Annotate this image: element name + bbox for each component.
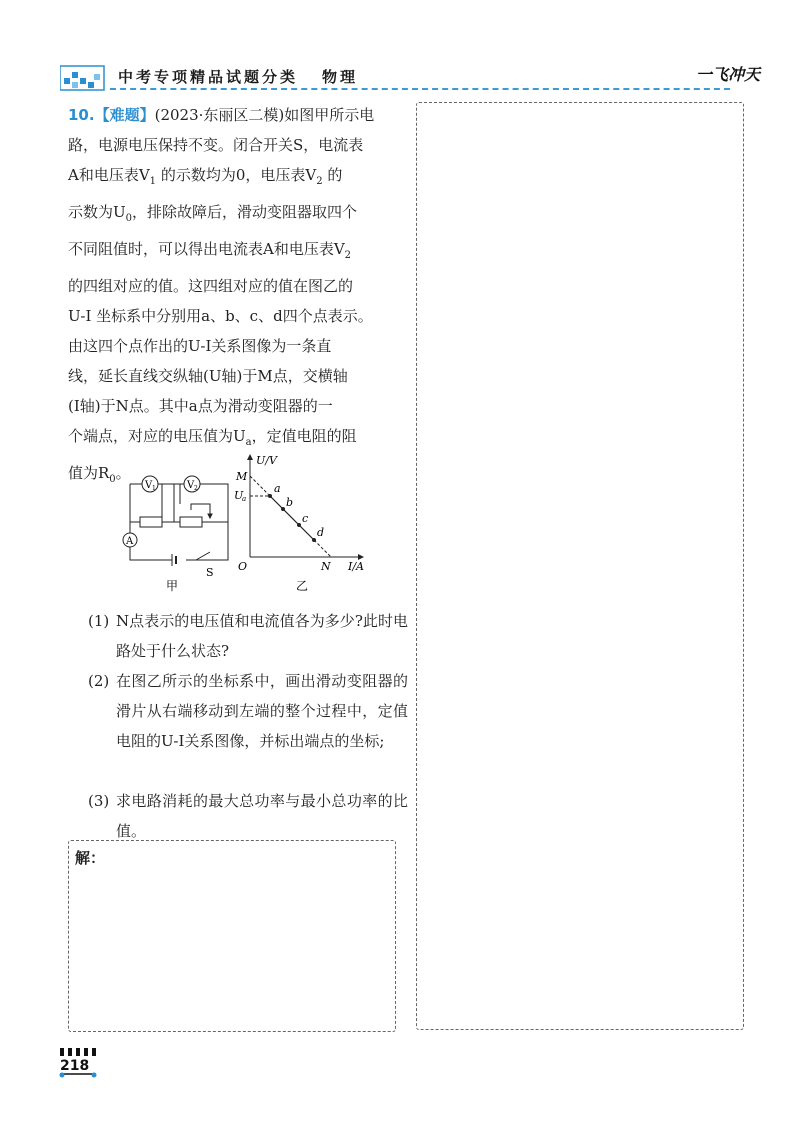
question-line: 由这四个点作出的U-I关系图像为一条直 bbox=[68, 337, 332, 355]
subquestion-1: (1) N点表示的电压值和电流值各为多少?此时电路处于什么状态? bbox=[88, 612, 408, 660]
point-b-label: b bbox=[286, 496, 294, 509]
question-line: 的示数均为0，电压表V bbox=[160, 166, 317, 184]
point-d bbox=[312, 538, 316, 542]
question-line: 值为R bbox=[68, 464, 110, 482]
question-line: ，排除故障后，滑动变阻器取四个 bbox=[132, 203, 358, 221]
question-line: 路，电源电压保持不变。闭合开关S，电流表 bbox=[68, 136, 364, 154]
page-header bbox=[60, 58, 760, 94]
point-c-label: c bbox=[302, 512, 309, 525]
question-figure bbox=[118, 452, 378, 592]
header-brand: 一飞冲天 bbox=[695, 65, 760, 84]
question-line: 如图甲所示电 bbox=[284, 106, 375, 124]
axis-u-label: U/V bbox=[256, 454, 277, 467]
question-line: (I轴)于N点。其中a点为滑动变阻器的一 bbox=[68, 397, 333, 415]
question-line: 的四组对应的值。这四组对应的值在图乙的 bbox=[68, 277, 354, 295]
svg-text:V: V bbox=[145, 480, 153, 491]
question-line: 示数为U bbox=[68, 203, 126, 221]
origin-label: O bbox=[238, 560, 248, 573]
point-a-label: a bbox=[274, 482, 281, 495]
point-m-label: M bbox=[236, 470, 248, 483]
question-line: ，定值电阻的阻 bbox=[251, 427, 357, 445]
switch-label: S bbox=[206, 566, 214, 579]
page-number: 218 bbox=[60, 1058, 90, 1074]
question-line: 个端点，对应的电压值为U bbox=[68, 427, 246, 445]
svg-text:V: V bbox=[187, 480, 195, 491]
point-c bbox=[297, 523, 301, 527]
header-subject: 物理 bbox=[322, 68, 359, 86]
answer-area[interactable] bbox=[68, 840, 396, 1032]
question-tag: 【难题】 bbox=[94, 106, 155, 124]
question-line: A和电压表V bbox=[68, 166, 150, 184]
question-line: 不同阻值时，可以得出电流表A和电压表V bbox=[68, 240, 345, 258]
svg-text:1: 1 bbox=[152, 485, 156, 492]
header-title: 中考专项精品试题分类 bbox=[118, 68, 299, 86]
point-a bbox=[268, 494, 272, 498]
circuit-label: 甲 bbox=[166, 579, 179, 592]
point-b bbox=[281, 507, 285, 511]
axis-i-label: I/A bbox=[348, 560, 364, 573]
question-10: 10.【难题】(2023·东丽区二模)如图甲所示电 路，电源电压保持不变。闭合开关S，电流表 A和电压表$V_1$ 的示数均为0，电压表$V_2$ 的 示数为$U_0$，排除故障后，滑动变阻器取四个 不同阻值时，可以得出电流表A和电压表$V_2$ 的四组对应的值。这四组对应的值在图乙的 U-I 坐标系中分别用a、b、c、d四个点表示。 由这四个点作出的U-I关系图像为一条直 线，延长直线交纵轴(U轴)于M点，交横轴 (I轴)于N点。其中a点为滑动变阻器的一 个端点，对应的电压值为$U_a$，定值电阻的阻 值为$R_0$。 bbox=[68, 106, 375, 485]
ui-graph bbox=[247, 454, 364, 560]
question-number: 10. bbox=[68, 106, 95, 124]
question-line: 的 bbox=[327, 166, 343, 184]
circuit-diagram bbox=[130, 484, 228, 566]
subquestion-3: (3) 求电路消耗的最大总功率与最小总功率的比值。 bbox=[88, 792, 408, 840]
graph-label: 乙 bbox=[296, 579, 309, 592]
svg-text:A: A bbox=[126, 536, 134, 547]
svg-text:2: 2 bbox=[194, 485, 198, 492]
subquestion-2: (2) 在图乙所示的坐标系中，画出滑动变阻器的滑片从右端移动到左端的整个过程中，定值电阻的U-I关系图像，并标出端点的坐标; bbox=[88, 672, 408, 750]
notes-area[interactable] bbox=[416, 102, 744, 1030]
header-logo-icon bbox=[60, 64, 108, 92]
header-divider bbox=[110, 88, 730, 90]
point-n-label: N bbox=[321, 560, 331, 573]
point-d-label: d bbox=[317, 526, 325, 539]
svg-text:a: a bbox=[242, 495, 247, 503]
question-line: 线，延长直线交纵轴(U轴)于M点，交横轴 bbox=[68, 367, 348, 385]
answer-label: 解： bbox=[75, 849, 106, 867]
question-source: (2023·东丽区二模) bbox=[154, 106, 285, 124]
question-line: U-I 坐标系中分别用a、b、c、d四个点表示。 bbox=[68, 307, 373, 325]
point-ua-label: U bbox=[234, 489, 244, 502]
